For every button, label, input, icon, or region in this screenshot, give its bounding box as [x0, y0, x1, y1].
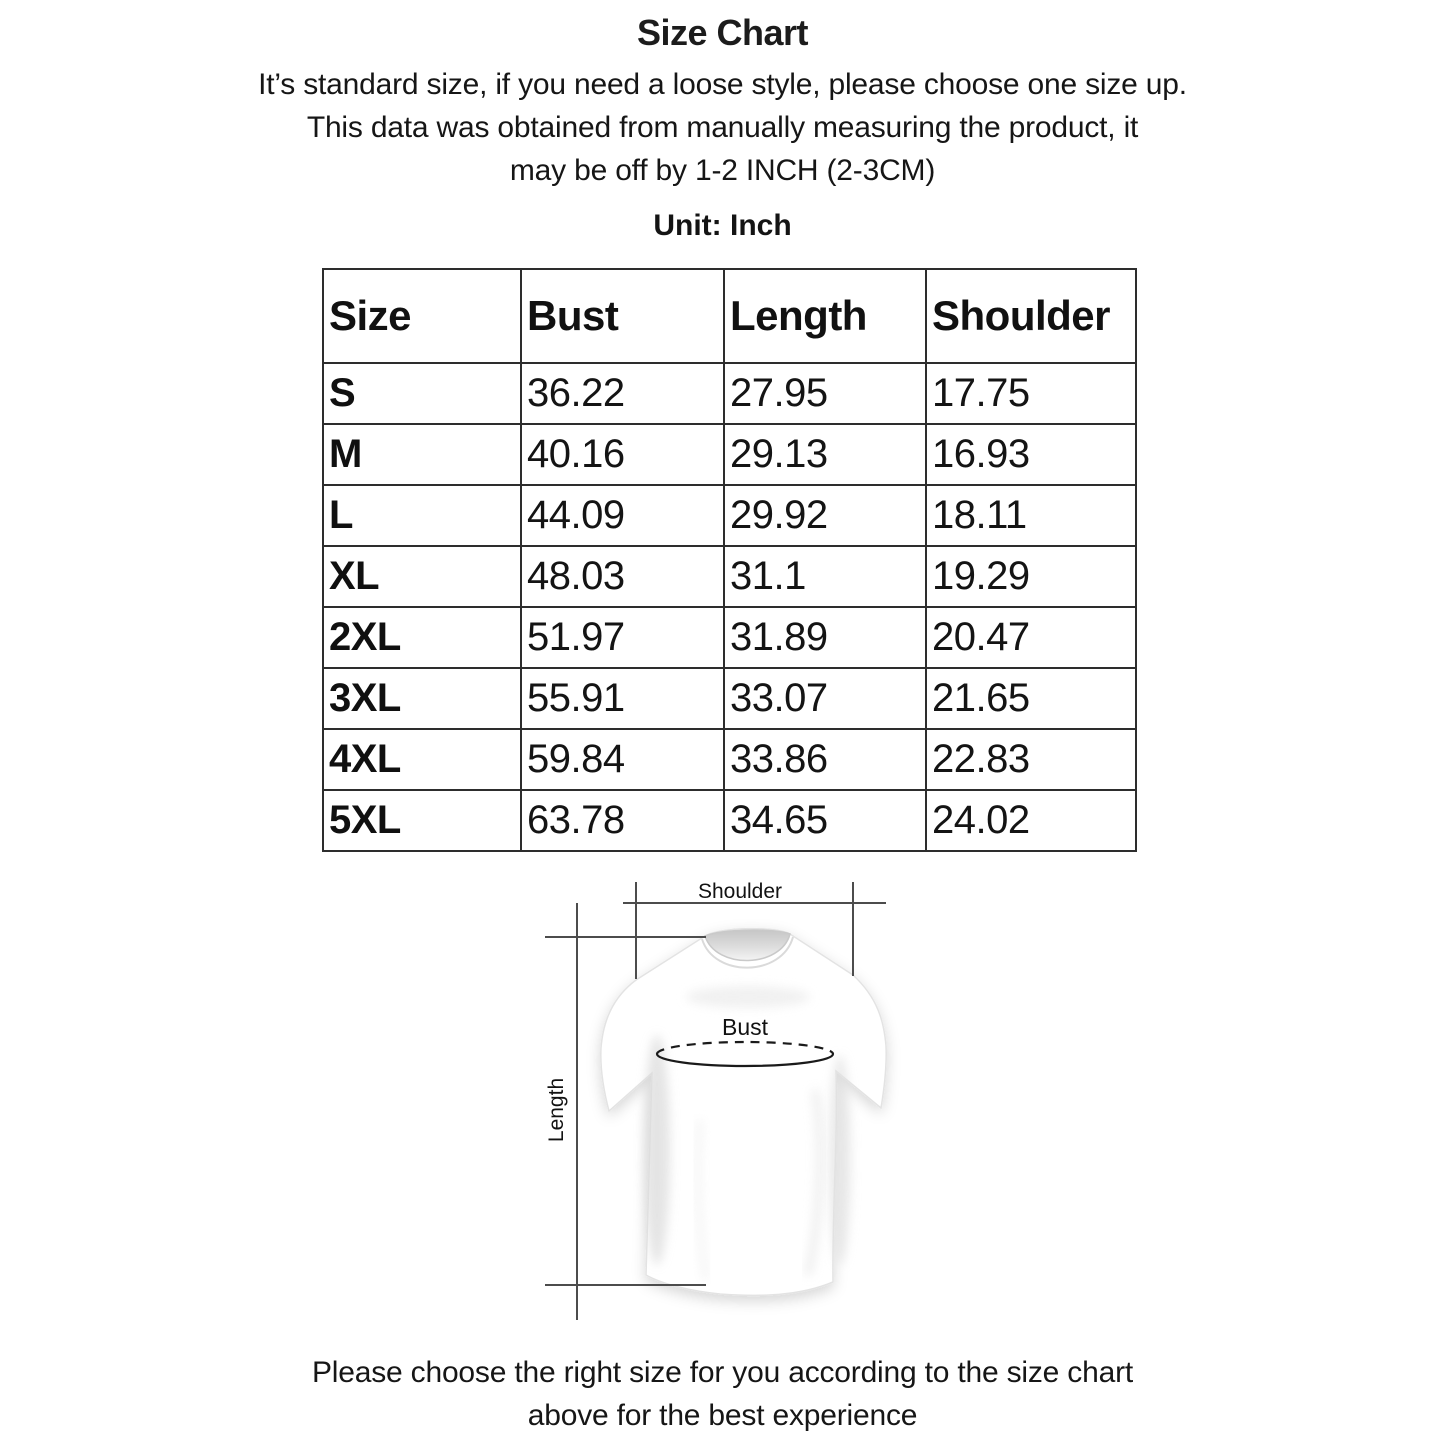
footer-line-2: above for the best experience	[527, 1399, 918, 1432]
bust-cell: 36.22	[521, 363, 724, 424]
table-row	[323, 607, 1136, 668]
table-row	[323, 424, 1136, 485]
length-label: Length	[545, 1077, 568, 1143]
table-row	[323, 729, 1136, 790]
bust-cell: 40.16	[521, 424, 724, 485]
shoulder-cell: 21.65	[926, 668, 1136, 729]
tshirt-shape	[601, 929, 886, 1296]
description-line-3: may be off by 1-2 INCH (2-3CM)	[509, 154, 936, 187]
shoulder-cell: 19.29	[926, 546, 1136, 607]
bust-cell: 48.03	[521, 546, 724, 607]
bust-label: Bust	[721, 1014, 769, 1040]
size-description	[0, 63, 1445, 192]
bust-cell: 51.97	[521, 607, 724, 668]
size-cell: 2XL	[323, 607, 521, 668]
table-row	[323, 668, 1136, 729]
column-header-shoulder: Shoulder	[926, 269, 1136, 363]
size-cell: L	[323, 485, 521, 546]
size-cell: 3XL	[323, 668, 521, 729]
table-row	[323, 485, 1136, 546]
length-cell: 29.92	[724, 485, 926, 546]
size-cell: M	[323, 424, 521, 485]
shoulder-cell: 18.11	[926, 485, 1136, 546]
size-cell: 4XL	[323, 729, 521, 790]
length-cell: 34.65	[724, 790, 926, 851]
shoulder-cell: 20.47	[926, 607, 1136, 668]
table-header-row	[323, 269, 1136, 363]
unit-label: Unit: Inch	[653, 209, 792, 242]
size-cell: S	[323, 363, 521, 424]
length-cell: 31.89	[724, 607, 926, 668]
bust-cell: 59.84	[521, 729, 724, 790]
table-row	[323, 363, 1136, 424]
length-cell: 27.95	[724, 363, 926, 424]
size-table	[322, 268, 1137, 852]
table-row	[323, 790, 1136, 851]
bust-cell: 44.09	[521, 485, 724, 546]
column-header-bust: Bust	[521, 269, 724, 363]
length-cell: 29.13	[724, 424, 926, 485]
length-cell: 33.07	[724, 668, 926, 729]
bust-cell: 63.78	[521, 790, 724, 851]
column-header-length: Length	[724, 269, 926, 363]
column-header-size: Size	[323, 269, 521, 363]
description-line-2: This data was obtained from manually measuring the product, it	[306, 111, 1139, 144]
shoulder-cell: 24.02	[926, 790, 1136, 851]
length-cell: 33.86	[724, 729, 926, 790]
table-row	[323, 546, 1136, 607]
description-line-1: It’s standard size, if you need a loose style, please choose one size up.	[258, 68, 1187, 101]
tshirt-measurement-diagram	[520, 860, 950, 1340]
shoulder-cell: 17.75	[926, 363, 1136, 424]
shoulder-label: Shoulder	[697, 880, 783, 903]
bust-cell: 55.91	[521, 668, 724, 729]
size-cell: XL	[323, 546, 521, 607]
footer-line-1: Please choose the right size for you according to the size chart	[312, 1356, 1133, 1389]
size-cell: 5XL	[323, 790, 521, 851]
page-title: Size Chart	[636, 12, 809, 53]
shoulder-cell: 22.83	[926, 729, 1136, 790]
length-cell: 31.1	[724, 546, 926, 607]
shoulder-cell: 16.93	[926, 424, 1136, 485]
footer-note	[0, 1351, 1445, 1437]
